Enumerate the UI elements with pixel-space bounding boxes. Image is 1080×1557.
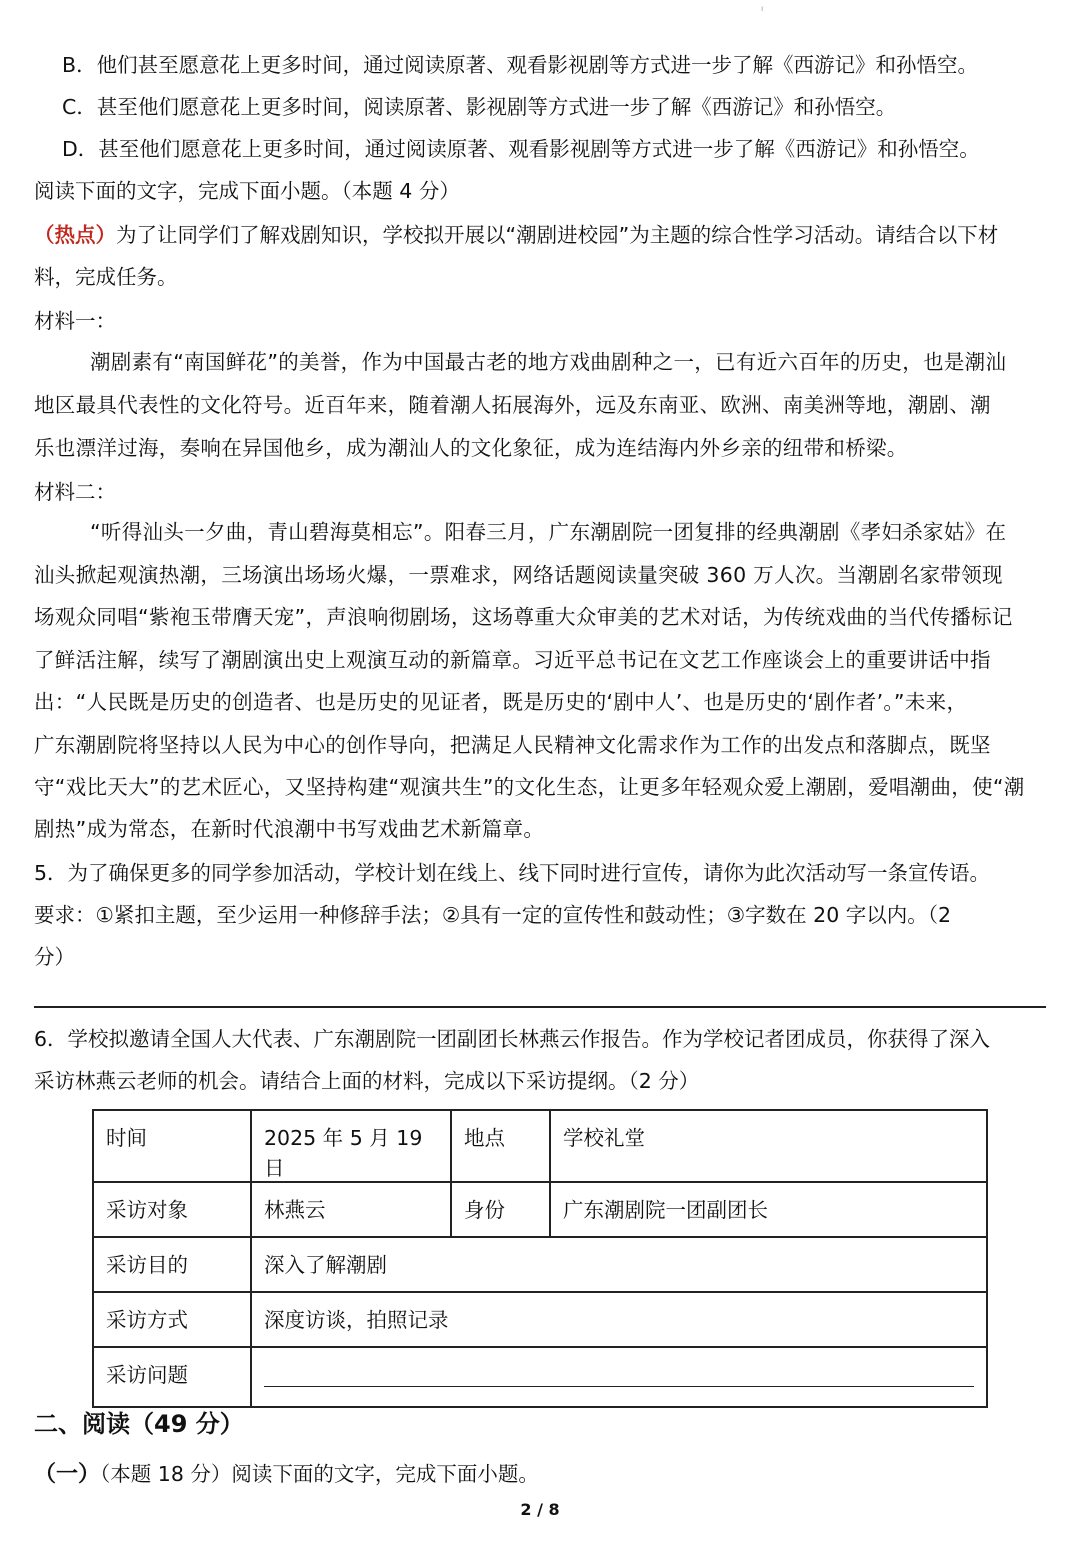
place-label: 地点 <box>451 1110 550 1182</box>
identity-value: 广东潮剧院一团副团长 <box>550 1182 987 1237</box>
method-label: 采访方式 <box>93 1292 251 1347</box>
question-answer-line[interactable] <box>264 1376 974 1387</box>
question-answer-cell[interactable] <box>251 1347 987 1407</box>
table-row <box>93 1347 987 1407</box>
option-d: D．甚至他们愿意花上更多时间，通过阅读原著、观看影视剧等方式进一步了解《西游记》和孙悟空。 <box>62 137 980 161</box>
q6-line-1: 6．学校拟邀请全国人大代表、广东潮剧院一团副团长林燕云作报告。作为学校记者团成员，你获得了深入 <box>34 1027 991 1051</box>
table-row <box>93 1237 987 1292</box>
purpose-value: 深入了解潮剧 <box>251 1237 987 1292</box>
material2-line-5: 出：“人民既是历史的创造者、也是历史的见证者，既是历史的‘剧中人’、也是历史的‘剧作者’。”未来， <box>34 690 968 714</box>
q5-line-1: 5．为了确保更多的同学参加活动，学校计划在线上、线下同时进行宣传，请你为此次活动写一条宣传语。 <box>34 861 991 885</box>
person-label: 采访对象 <box>93 1182 251 1237</box>
purpose-label: 采访目的 <box>93 1237 251 1292</box>
q5-line-3: 分） <box>34 945 75 969</box>
table-row <box>93 1182 987 1237</box>
section-heading: 二、阅读（49 分） <box>34 1410 244 1438</box>
material1-line-3: 乐也漂洋过海，奏响在异国他乡，成为潮汕人的文化象征，成为连结海内外乡亲的纽带和桥梁。 <box>34 436 908 460</box>
identity-label: 身份 <box>451 1182 550 1237</box>
hotspot-tag: （热点） <box>34 223 116 247</box>
material1-line-1: 潮剧素有“南国鲜花”的美誉，作为中国最古老的地方戏曲剧种之一，已有近六百年的历史，也是潮汕 <box>90 350 1007 374</box>
place-value: 学校礼堂 <box>550 1110 987 1182</box>
reading-intro: 阅读下面的文字，完成下面小题。（本题 4 分） <box>34 179 460 203</box>
time-value: 2025 年 5 月 19 日 <box>251 1110 451 1182</box>
subsection-number: （一） <box>34 1462 101 1487</box>
hotspot-text: 为了让同学们了解戏剧知识，学校拟开展以“潮剧进校园”为主题的综合性学习活动。请结合以下材 <box>116 223 999 247</box>
material2-line-3: 场观众同唱“紫袍玉带膺天宠”，声浪响彻剧场，这场尊重大众审美的艺术对话，为传统戏曲的当代传播标记 <box>34 605 1013 629</box>
material2-line-7: 守“戏比天大”的艺术匠心，又坚持构建“观演共生”的文化生态，让更多年轻观众爱上潮剧，爱唱潮曲，使“潮 <box>34 775 1025 799</box>
q6-line-2: 采访林燕云老师的机会。请结合上面的材料，完成以下采访提纲。（2 分） <box>34 1069 700 1093</box>
question-label: 采访问题 <box>93 1347 251 1407</box>
table-row <box>93 1292 987 1347</box>
page-number: 2 / 8 <box>520 1500 560 1519</box>
q5-line-2: 要求：①紧扣主题，至少运用一种修辞手法；②具有一定的宣传性和鼓动性；③字数在 20 字以内。（2 <box>34 903 952 927</box>
hotspot-line-1 <box>34 214 1046 256</box>
method-value: 深度访谈，拍照记录 <box>251 1292 987 1347</box>
material2-line-4: 了鲜活注解，续写了潮剧演出史上观演互动的新篇章。习近平总书记在文艺工作座谈会上的重要讲话中指 <box>34 648 991 672</box>
option-b: B．他们甚至愿意花上更多时间，通过阅读原著、观看影视剧等方式进一步了解《西游记》和孙悟空。 <box>62 53 979 77</box>
hotspot-line-2: 料，完成任务。 <box>34 265 178 289</box>
interview-outline-table <box>92 1109 988 1408</box>
person-value: 林燕云 <box>251 1182 451 1237</box>
material2-line-8: 剧热”成为常态，在新时代浪潮中书写戏曲艺术新篇章。 <box>34 817 545 841</box>
subsection-text: （本题 18 分）阅读下面的文字，完成下面小题。 <box>100 1462 539 1486</box>
subsection-intro <box>34 1457 539 1488</box>
material1-line-2: 地区最具代表性的文化符号。近百年来，随着潮人拓展海外，远及东南亚、欧洲、南美洲等地，潮剧、潮 <box>34 393 991 417</box>
material2-line-6: 广东潮剧院将坚持以人民为中心的创作导向，把满足人民精神文化需求作为工作的出发点和落脚点，既坚 <box>34 733 991 757</box>
time-label: 时间 <box>93 1110 251 1182</box>
table-row <box>93 1110 987 1182</box>
material2-line-1: “听得汕头一夕曲，青山碧海莫相忘”。阳春三月，广东潮剧院一团复排的经典潮剧《孝妇杀家姑》在 <box>90 520 1007 544</box>
option-c: C．甚至他们愿意花上更多时间，阅读原著、影视剧等方式进一步了解《西游记》和孙悟空。 <box>62 95 897 119</box>
scan-mark: ı <box>761 4 764 13</box>
material1-label: 材料一： <box>34 309 116 333</box>
material2-line-2: 汕头掀起观演热潮，三场演出场场火爆，一票难求，网络话题阅读量突破 360 万人次。当潮剧名家带领现 <box>34 563 1003 587</box>
material2-label: 材料二： <box>34 480 116 504</box>
q5-answer-line[interactable] <box>34 1006 1046 1008</box>
